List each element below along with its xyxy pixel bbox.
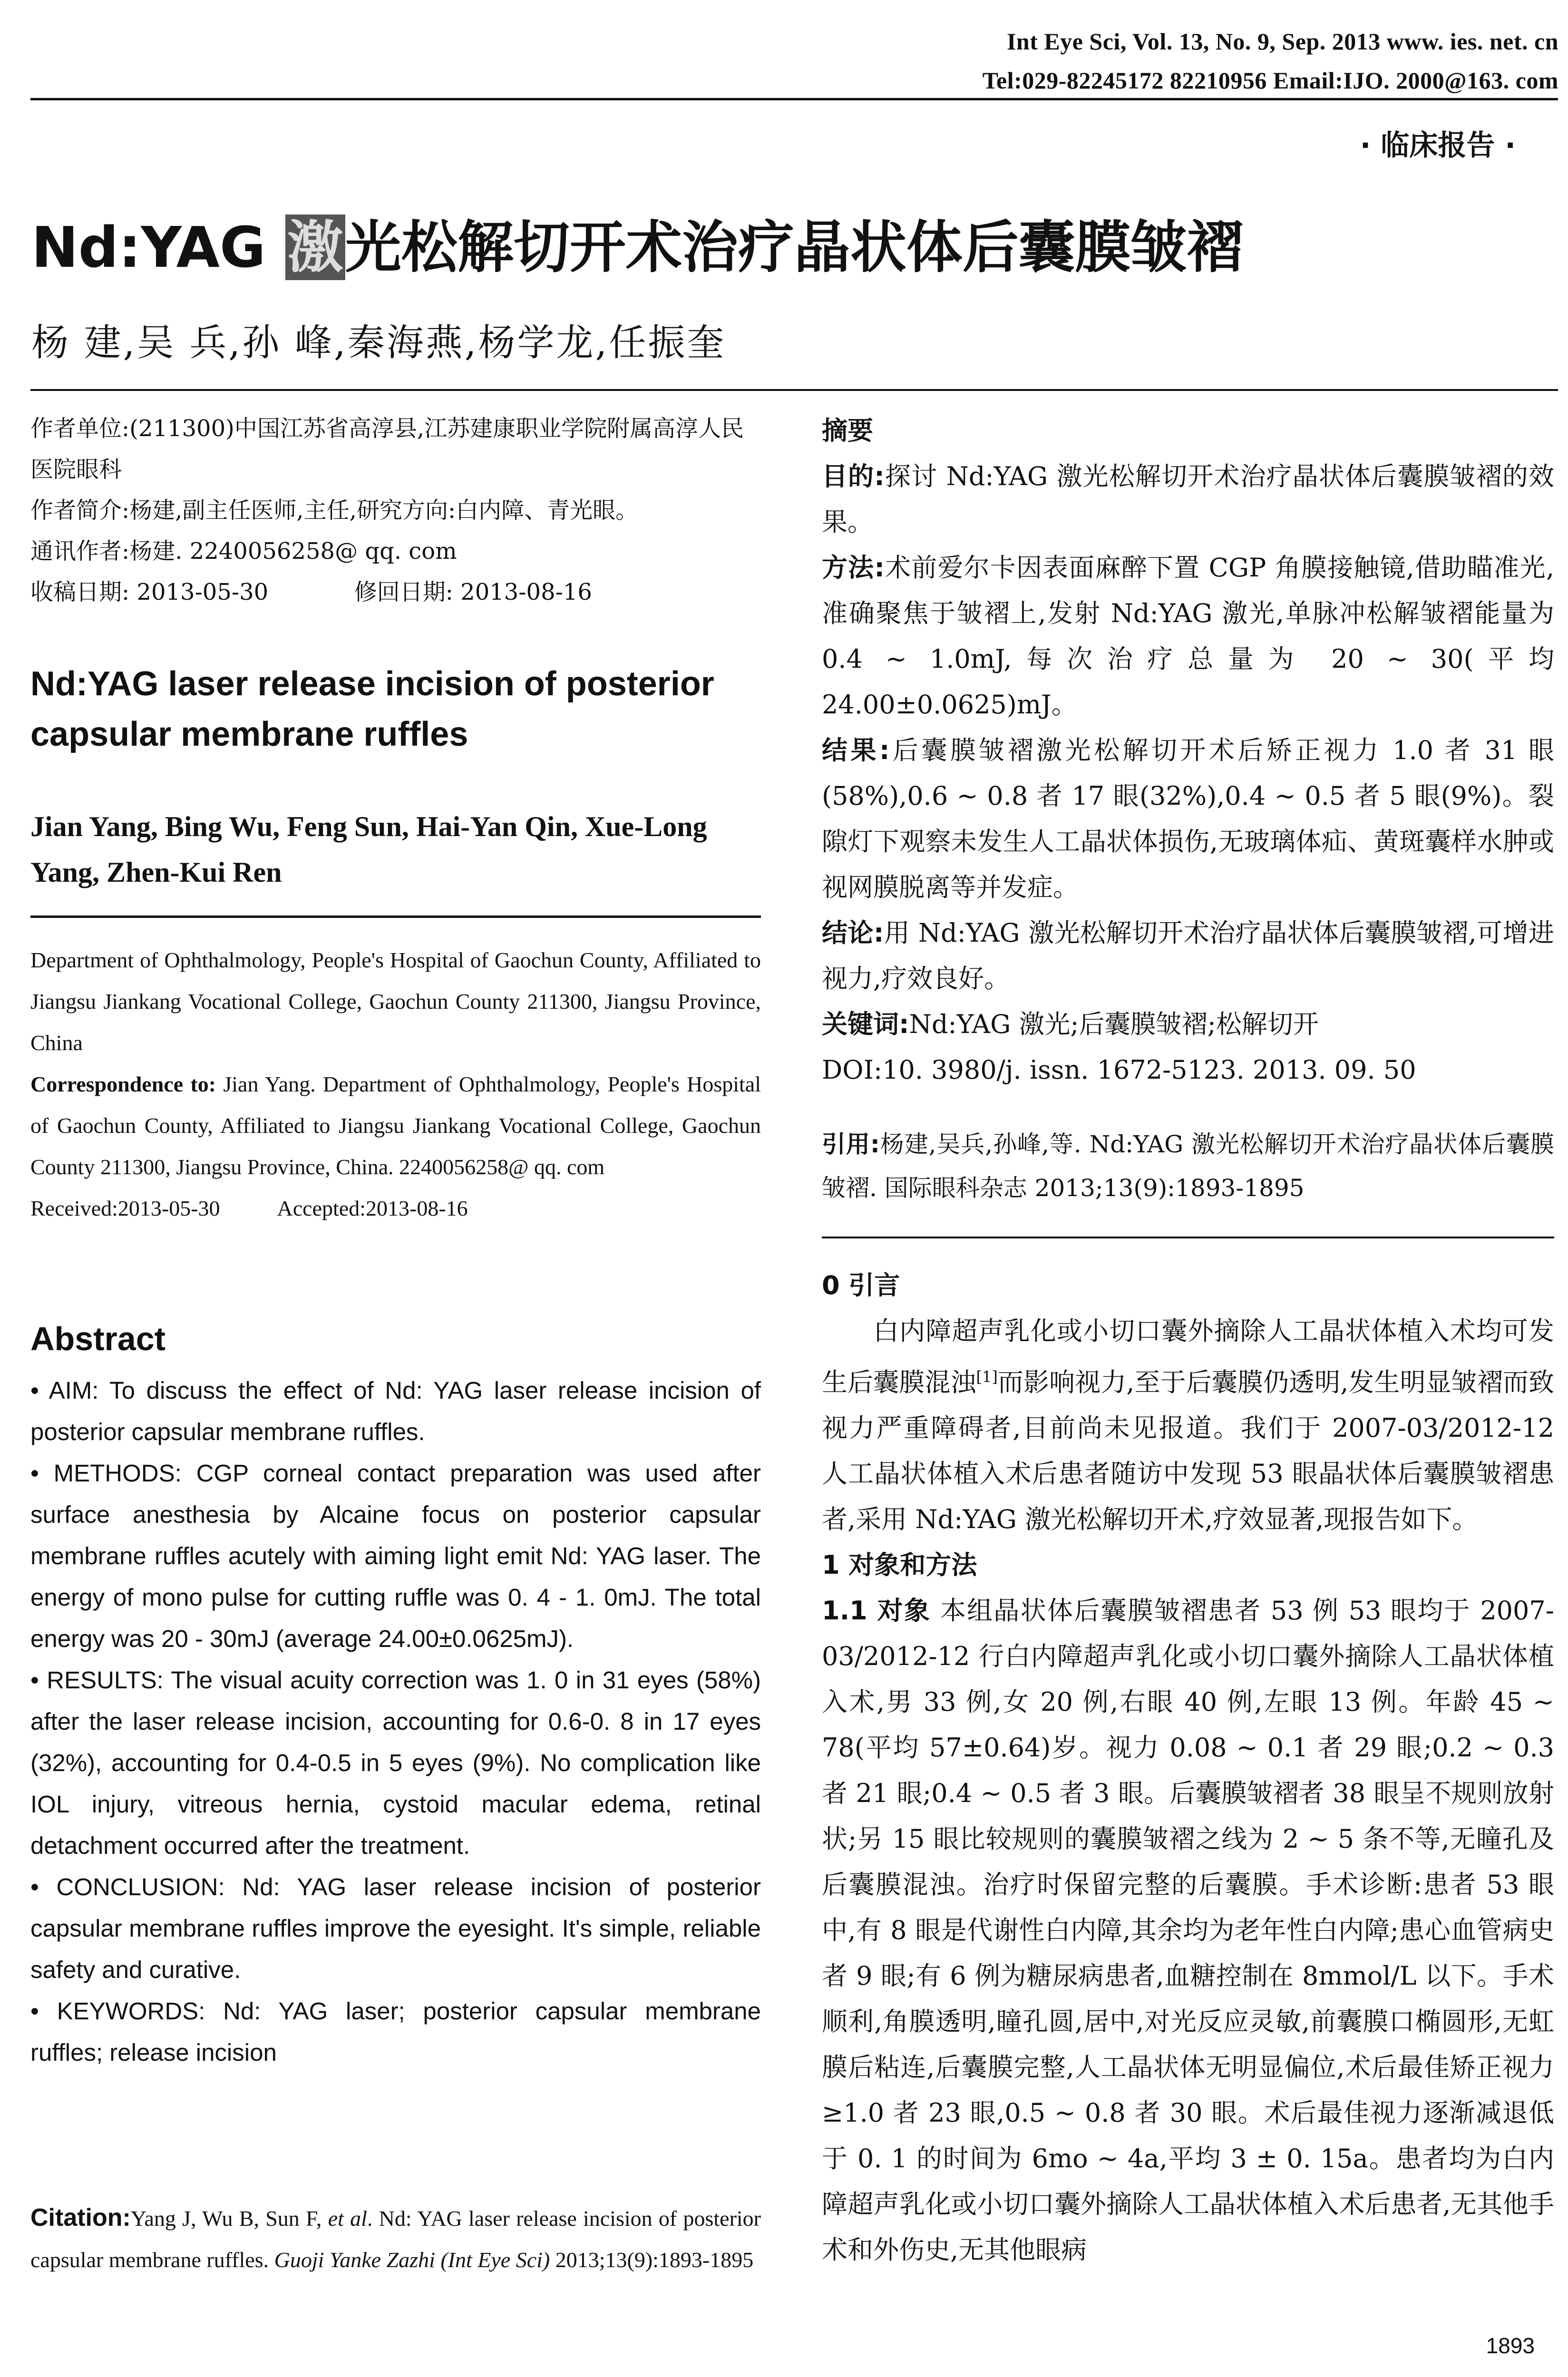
abstract-results: • RESULTS: The visual acuity correction was 1. 0 in 31 eyes (58%) after the laser release incision, accounting for 0.6-0. 8 in 17 eyes (32%), accounting for 0.4-0.5 in 5 eyes (9%). No complication like IOL injury, vitreous hernia, cystoid macular edema, retinal detachment occurred after the treatment.: [30, 1666, 761, 1859]
revised-date-cn: 修回日期: 2013-08-16: [354, 579, 592, 605]
citation-en: [30, 2197, 761, 2280]
author-unit: 作者单位:(211300)中国江苏省高淳县,江苏建康职业学院附属高淳人民医院眼科: [30, 415, 744, 483]
abstract-cn-methods: [822, 545, 1554, 728]
correspondence-text: Jian Yang. Department of Ophthalmology, People's Hospital of Gaochun County, Affiliated to Jiangsu Jiankang Vocational College, Gaochun County 211300, Jiangsu Province, China. 2240056258@ qq. com: [30, 1072, 761, 1179]
abstract-body-en: [30, 1370, 761, 2073]
abstract-aim: • AIM: To discuss the effect of Nd: YAG laser release incision of posterior capsular membrane ruffles.: [30, 1377, 761, 1445]
correspondence-label: Correspondence to:: [30, 1072, 216, 1096]
corresponding-author: 通讯作者:杨建. 2240056258@ qq. com: [30, 538, 457, 565]
author-bio: 作者简介:杨建,副主任医师,主任,研究方向:白内障、青光眼。: [30, 497, 639, 524]
citation-cn: [822, 1122, 1554, 1210]
section-tag: · 临床报告 ·: [1360, 129, 1516, 162]
article-title-cn: [31, 202, 1243, 283]
dates-cn: [30, 572, 761, 613]
abstract-conclusion: • CONCLUSION: Nd: YAG laser release incision of posterior capsular membrane ruffles improve the eyesight. It's simple, reliable safety and curative.: [30, 1873, 761, 1983]
journal-header-line2: Tel:029-82245172 82210956 Email:IJO. 2000@163. com: [982, 67, 1558, 94]
results-text-cn: 后囊膜皱褶激光松解切开术后矫正视力 1.0 者 31 眼(58%),0.6 ~ 0.8 者 17 眼(32%),0.4 ~ 0.5 者 5 眼(9%)。裂隙灯下观察未发生人工晶状体损伤,无玻璃体疝、黄斑囊样水肿或视网膜脱离等并发症。: [822, 735, 1554, 902]
citation-volume: 2013;13(9):1893-1895: [550, 2248, 754, 2272]
dates-en: [30, 1188, 761, 1229]
methods-label-cn: 方法:: [822, 553, 885, 583]
subjects-paragraph: [822, 1588, 1554, 2273]
citation-cn-label: 引用:: [822, 1130, 880, 1158]
title-divider: [30, 389, 1558, 391]
intro-heading: 0 引言: [822, 1270, 900, 1300]
abstract-cn-results: [822, 728, 1554, 910]
citation-journal: Guoji Yanke Zazhi (Int Eye Sci): [274, 2248, 550, 2272]
citation-authors: Yang J, Wu B, Sun F,: [130, 2206, 328, 2231]
abstract-methods: • METHODS: CGP corneal contact preparation was used after surface anesthesia by Alcaine focus on posterior capsular membrane ruffles acutely with aiming light emit Nd: YAG laser. The energy of mono pulse for cutting ruffle was 0. 4 - 1. 0mJ. The total energy was 20 - 30mJ (average 24.00±0.0625mJ).: [30, 1460, 761, 1652]
department-en: Department of Ophthalmology, People's Hospital of Gaochun County, Affiliated to Jiangsu Jiankang Vocational College, Gaochun County 211300, Jiangsu Province, China: [30, 948, 761, 1055]
authors-cn: 杨 建,吴 兵,孙 峰,秦海燕,杨学龙,任振奎: [31, 321, 726, 364]
abstract-cn-conclusion: [822, 910, 1554, 1002]
abstract-heading-cn: 摘要: [822, 416, 873, 446]
abstract-cn-keywords: [822, 1002, 1554, 1047]
conclusion-label-cn: 结论:: [822, 918, 884, 948]
abstract-cn: [822, 408, 1554, 1093]
intro-text-b: 而影响视力,至于后囊膜仍透明,发生明显皱褶而致视力严重障碍者,目前尚未见报道。我们于 2007-03/2012-12 人工晶状体植入术后患者随访中发现 53 眼晶状体后囊膜皱褶患者,采用 Nd:YAG 激光松解切开术,疗效显著,现报告如下。: [822, 1367, 1554, 1534]
subjects-text: 本组晶状体后囊膜皱褶患者 53 例 53 眼均于 2007-03/2012-12 行白内障超声乳化或小切口囊外摘除人工晶状体植入术,男 33 例,女 20 例,右眼 40 例,左眼 13 例。年龄 45 ~ 78(平均 57±0.64)岁。视力 0.08 ~ 0.1 者 29 眼;0.2 ~ 0.3 者 21 眼;0.4 ~ 0.5 者 3 眼。后囊膜皱褶者 38 眼呈不规则放射状;另 15 眼比较规则的囊膜皱褶之线为 2 ~ 5 条不等,无瞳孔及后囊膜混浊。治疗时保留完整的后囊膜。手术诊断:患者 53 眼中,有 8 眼是代谢性白内障,其余均为老年性白内障;患心血管病史者 9 眼;有 6 例为糖尿病患者,血糖控制在 8mmol/L 以下。手术顺利,角膜透明,瞳孔圆,居中,对光反应灵敏,前囊膜口椭圆形,无虹膜后粘连,后囊膜完整,人工晶状体无明显偏位,术后最佳矫正视力≥1.0 者 23 眼,0.5 ~ 0.8 者 30 眼。术后最佳视力逐渐减退低于 0. 1 的时间为 6mo ~ 4a,平均 3 ± 0. 15a。患者均为白内障超声乳化或小切口囊外摘除人工晶状体植入术后患者,无其他手术和外伤史,无其他眼病: [822, 1596, 1554, 2265]
abstract-heading-en: Abstract: [30, 1320, 166, 1357]
doi: DOI:10. 3980/j. issn. 1672-5123. 2013. 09. 50: [822, 1055, 1416, 1085]
left-divider: [30, 916, 761, 918]
intro-paragraph: [822, 1308, 1554, 1542]
correspondence-en: [30, 1063, 761, 1188]
page-number: 1893: [1486, 2333, 1535, 2358]
right-divider: [822, 1237, 1554, 1238]
accepted-date-en: Accepted:2013-08-16: [277, 1196, 468, 1220]
title-prefix: Nd:YAG: [31, 214, 285, 280]
author-info: [30, 408, 761, 613]
conclusion-text-cn: 用 Nd:YAG 激光松解切开术治疗晶状体后囊膜皱褶,可增进视力,疗效良好。: [822, 918, 1554, 994]
intro-text-a: 白内障超声乳化或小切口囊外摘除人工晶状体植入术均可发生后囊膜混浊: [822, 1316, 1554, 1397]
affiliation-en: [30, 939, 761, 1229]
citation-label: Citation:: [30, 2204, 131, 2231]
body-text: [822, 1263, 1554, 2273]
authors-en: Jian Yang, Bing Wu, Feng Sun, Hai-Yan Qin, Xue-Long Yang, Zhen-Kui Ren: [30, 811, 707, 888]
reference-1[interactable]: [1]: [976, 1368, 998, 1386]
title-highlight-char: 激: [285, 214, 345, 280]
results-label-cn: 结果:: [822, 735, 890, 765]
methods-heading: 1 对象和方法: [822, 1550, 977, 1580]
received-date-cn: 收稿日期: 2013-05-30: [30, 579, 269, 605]
methods-text-cn: 术前爱尔卡因表面麻醉下置 CGP 角膜接触镜,借助瞄准光,准确聚焦于皱褶上,发射 Nd:YAG 激光,单脉冲松解皱褶能量为 0.4 ~ 1.0mJ,每次治疗总量为 20 ~ 30(平均 24.00±0.0625)mJ。: [822, 553, 1554, 720]
title-rest: 光松解切开术治疗晶状体后囊膜皱褶: [345, 214, 1243, 280]
abstract-keywords: • KEYWORDS: Nd: YAG laser; posterior capsular membrane ruffles; release incision: [30, 1997, 761, 2066]
abstract-cn-aim: [822, 454, 1554, 545]
citation-title: . Nd: YAG laser release incision of posterior capsular membrane ruffles.: [30, 2206, 761, 2272]
keywords-text-cn: Nd:YAG 激光;后囊膜皱褶;松解切开: [909, 1009, 1319, 1039]
keywords-label-cn: 关键词:: [822, 1009, 909, 1039]
citation-cn-text: 杨建,吴兵,孙峰,等. Nd:YAG 激光松解切开术治疗晶状体后囊膜皱褶. 国际眼科杂志 2013;13(9):1893-1895: [822, 1130, 1555, 1202]
subjects-label: 1.1 对象: [822, 1596, 931, 1626]
journal-header-line1: Int Eye Sci, Vol. 13, No. 9, Sep. 2013 www. ies. net. cn: [1006, 28, 1558, 55]
received-date-en: Received:2013-05-30: [30, 1196, 220, 1220]
aim-label-cn: 目的:: [822, 461, 885, 491]
article-title-en: Nd:YAG laser release incision of posterior capsular membrane ruffles: [30, 665, 714, 753]
header-divider: [30, 98, 1558, 100]
aim-text-cn: 探讨 Nd:YAG 激光松解切开术治疗晶状体后囊膜皱褶的效果。: [822, 461, 1554, 537]
citation-etal: et al: [328, 2206, 367, 2231]
